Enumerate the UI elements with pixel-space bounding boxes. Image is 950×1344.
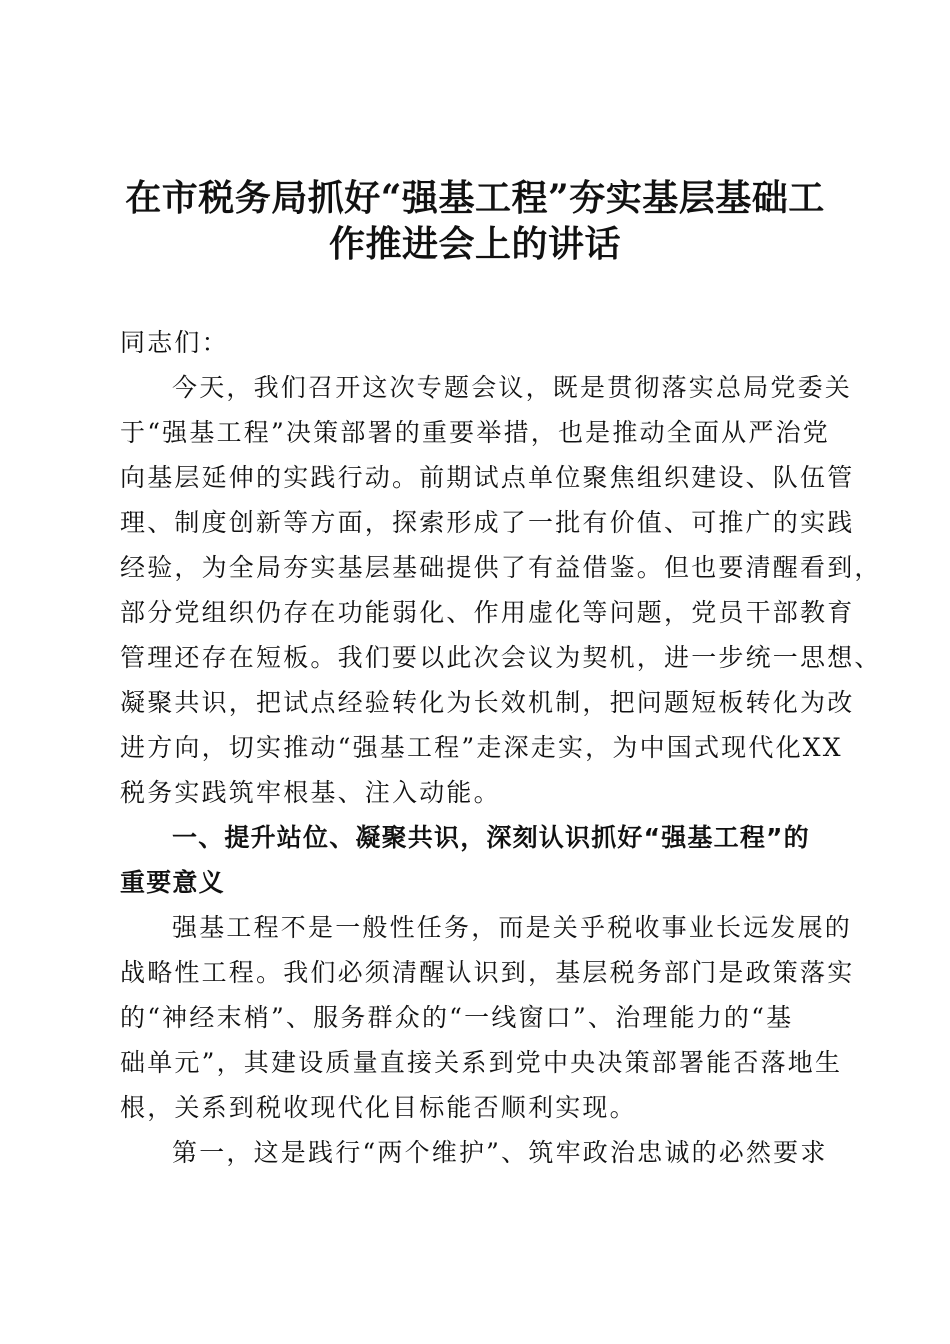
section1-line: 战略性工程。我们必须清醒认识到，基层税务部门是政策落实 [120, 958, 855, 987]
salutation: 同志们： [120, 328, 229, 357]
document-body [120, 320, 882, 1175]
subpoint-1: 第一，这是践行“两个维护”、筑牢政治忠诚的必然要求 [172, 1138, 828, 1167]
intro-line: 进方向，切实推动“强基工程”走深走实，为中国式现代化XX [120, 733, 843, 762]
section1-line: 强基工程不是一般性任务，而是关乎税收事业长远发展的 [172, 913, 853, 942]
intro-line: 经验，为全局夯实基层基础提供了有益借鉴。但也要清醒看到， [120, 553, 882, 582]
intro-line: 向基层延伸的实践行动。前期试点单位聚焦组织建设、队伍管 [120, 463, 855, 492]
intro-line: 凝聚共识，把试点经验转化为长效机制，把问题短板转化为改 [120, 688, 855, 717]
intro-line: 今天，我们召开这次专题会议，既是贯彻落实总局党委关 [172, 373, 853, 402]
section1-line: 根，关系到税收现代化目标能否顺利实现。 [120, 1093, 637, 1122]
section-heading-1-cont: 重要意义 [120, 868, 225, 897]
intro-line: 管理还存在短板。我们要以此次会议为契机，进一步统一思想、 [120, 643, 882, 672]
intro-line: 部分党组织仍存在功能弱化、作用虚化等问题，党员干部教育 [120, 598, 855, 627]
intro-line: 税务实践筑牢根基、注入动能。 [120, 778, 501, 807]
intro-line: 于“强基工程”决策部署的重要举措，也是推动全面从严治党 [120, 418, 830, 447]
title-line-1: 在市税务局抓好“强基工程”夯实基层基础工 [125, 177, 825, 219]
intro-line: 理、制度创新等方面，探索形成了一批有价值、可推广的实践 [120, 508, 855, 537]
section-heading-1: 一、提升站位、凝聚共识，深刻认识抓好“强基工程”的 [172, 823, 810, 852]
section1-line: 础单元”，其建设质量直接关系到党中央决策部署能否落地生 [120, 1048, 843, 1077]
title-line-2: 作推进会上的讲话 [328, 223, 621, 265]
document-title [110, 175, 840, 267]
section1-line: 的“神经末梢”、服务群众的“一线窗口”、治理能力的“基 [120, 1003, 794, 1032]
